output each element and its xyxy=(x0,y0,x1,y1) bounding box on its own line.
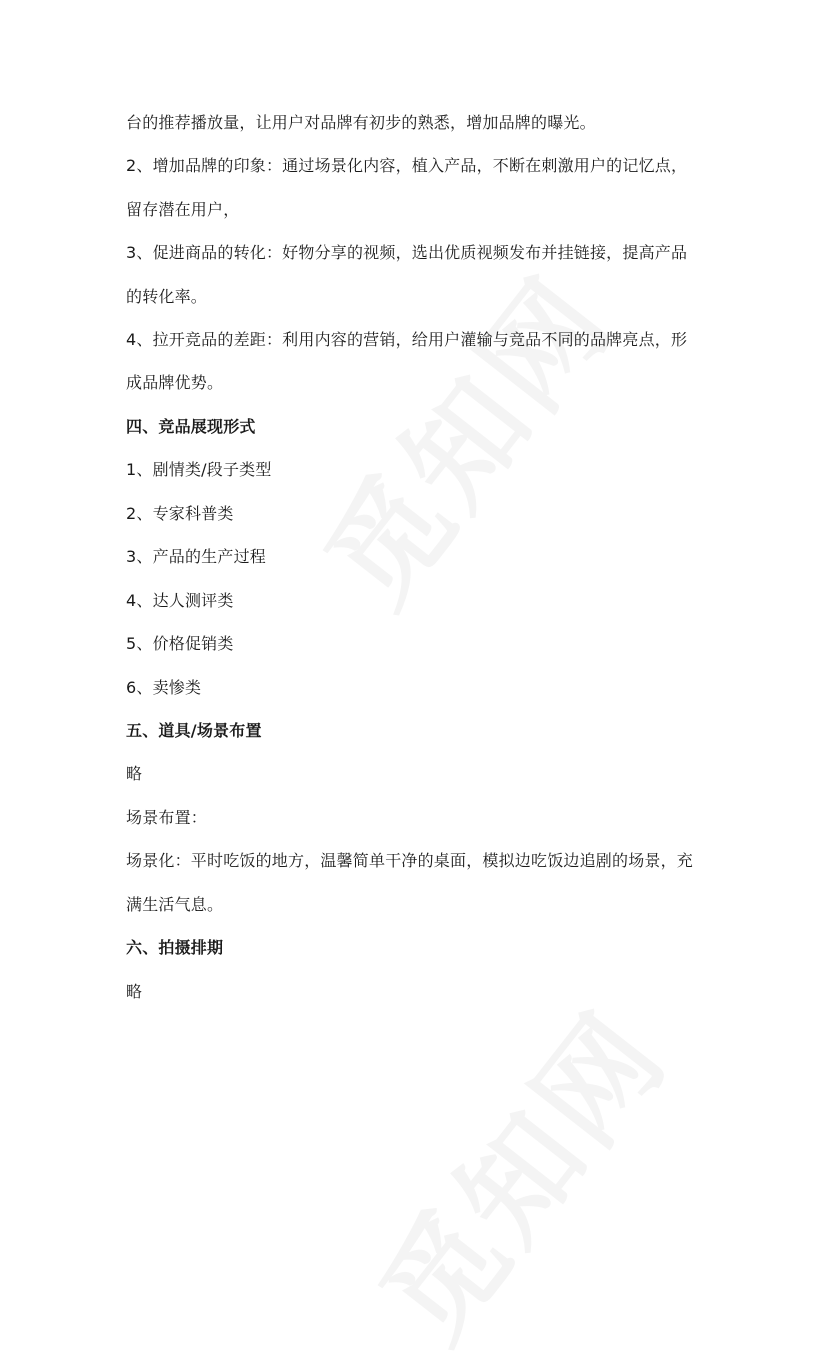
watermark xyxy=(335,971,698,1369)
list-item: 4、达人测评类 xyxy=(126,591,234,610)
section-heading: 五、道具/场景布置 xyxy=(126,721,262,740)
paragraph-line: 的转化率。 xyxy=(126,287,208,306)
section-heading: 六、拍摄排期 xyxy=(126,938,224,957)
list-item: 6、卖惨类 xyxy=(126,678,202,697)
paragraph-line: 4、拉开竞品的差距：利用内容的营销，给用户灌输与竞品不同的品牌亮点，形 xyxy=(126,330,688,349)
list-item: 5、价格促销类 xyxy=(126,634,234,653)
list-item: 1、剧情类/段子类型 xyxy=(126,460,272,479)
list-item: 3、产品的生产过程 xyxy=(126,547,266,566)
paragraph-line: 满生活气息。 xyxy=(126,895,224,914)
list-item: 2、专家科普类 xyxy=(126,504,234,523)
paragraph-line: 场景化：平时吃饭的地方，温馨简单干净的桌面，模拟边吃饭边追剧的场景，充 xyxy=(126,851,694,870)
paragraph-line: 台的推荐播放量，让用户对品牌有初步的熟悉，增加品牌的曝光。 xyxy=(126,113,596,132)
paragraph-line: 2、增加品牌的印象：通过场景化内容，植入产品，不断在刺激用户的记忆点， xyxy=(126,156,688,175)
paragraph-line: 略 xyxy=(126,764,143,783)
paragraph-line: 3、促进商品的转化：好物分享的视频，选出优质视频发布并挂链接，提高产品 xyxy=(126,243,688,262)
section-heading: 四、竞品展现形式 xyxy=(126,417,256,436)
paragraph-line: 略 xyxy=(126,982,143,1001)
paragraph-line: 场景布置： xyxy=(126,808,208,827)
paragraph-line: 成品牌优势。 xyxy=(126,373,224,392)
paragraph-line: 留存潜在用户， xyxy=(126,200,240,219)
